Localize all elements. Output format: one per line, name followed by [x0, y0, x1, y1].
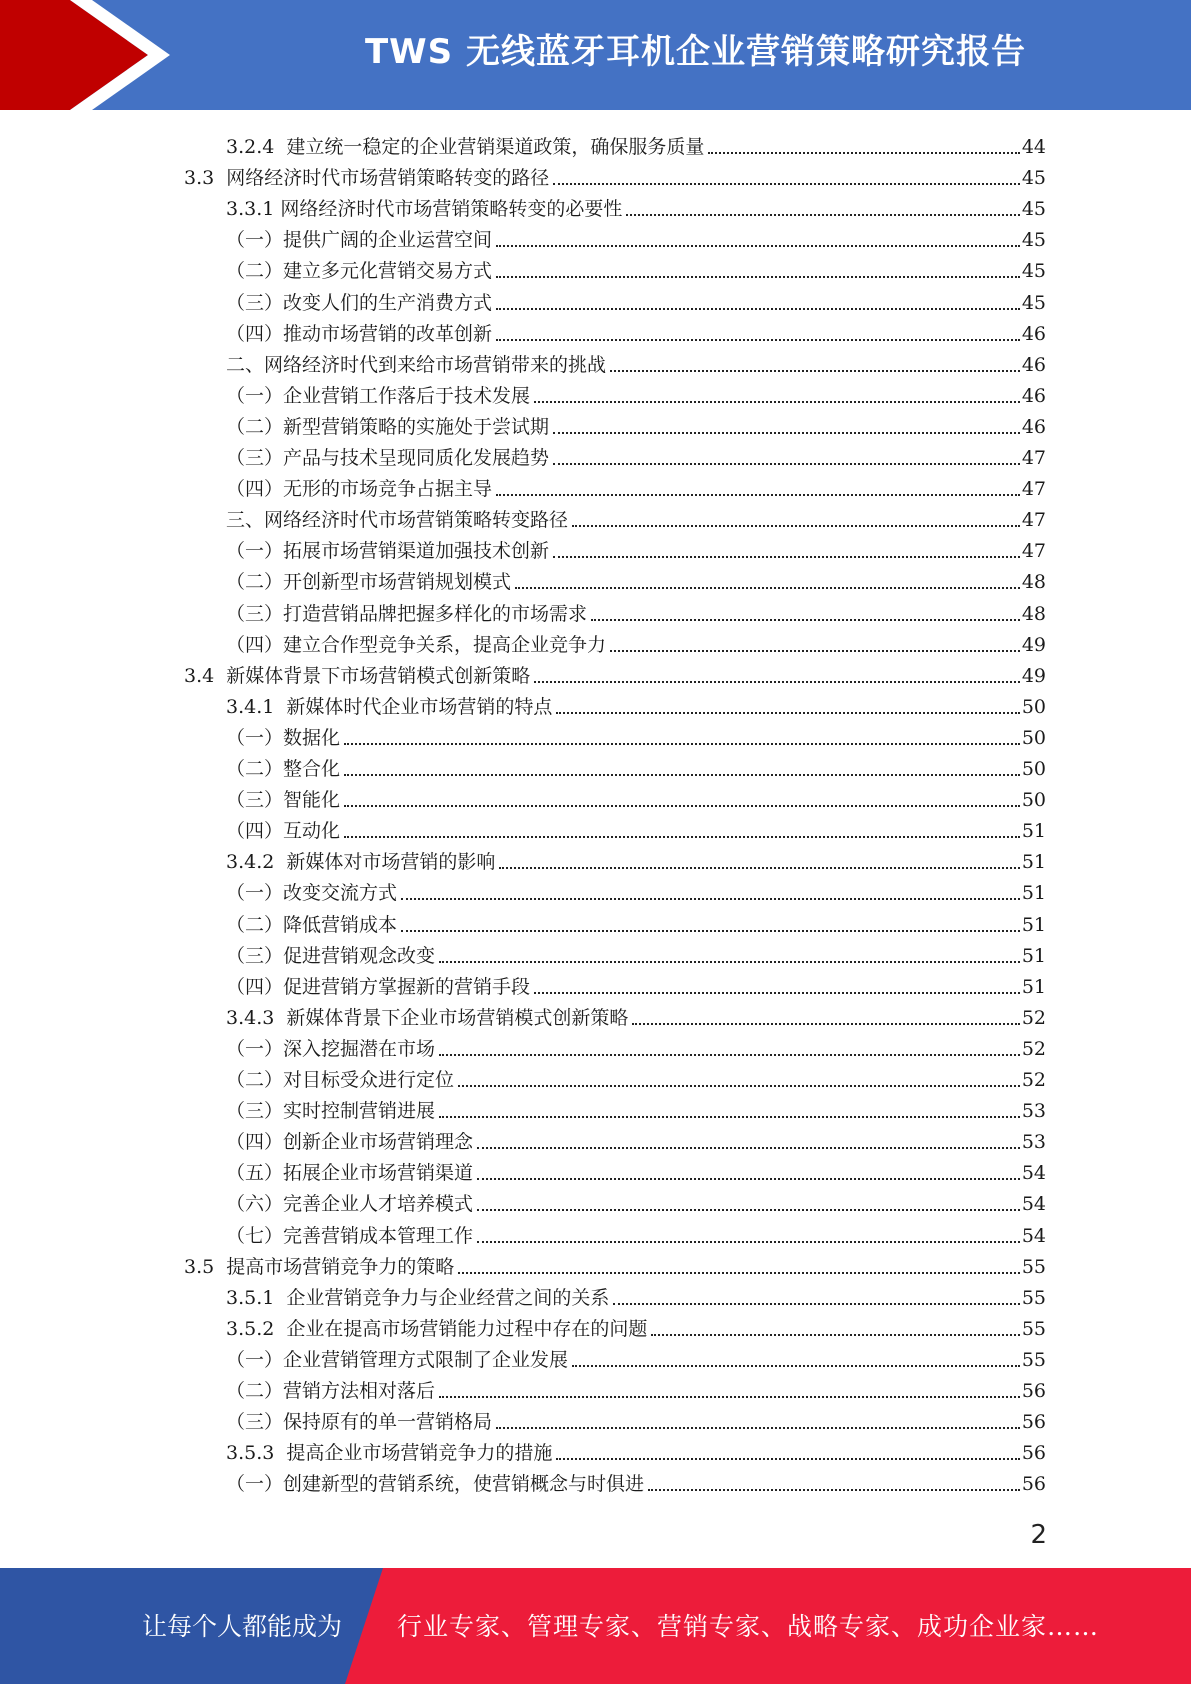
toc-dot-leader: [344, 804, 1020, 807]
toc-entry[interactable]: [226, 1185, 1046, 1216]
toc-entry[interactable]: [226, 750, 1046, 781]
toc-entry-title: 3.4 新媒体背景下市场营销模式创新策略: [184, 664, 531, 687]
toc-entry-page: 46: [1021, 322, 1046, 345]
toc-dot-leader: [344, 773, 1020, 776]
toc-dot-leader: [496, 338, 1020, 341]
toc-dot-leader: [708, 151, 1019, 154]
toc-entry-page: 50: [1021, 695, 1046, 718]
toc-entry-title: （一）深入挖掘潜在市场: [226, 1037, 436, 1060]
toc-dot-leader: [534, 680, 1020, 683]
toc-entry-page: 45: [1021, 291, 1046, 314]
toc-entry[interactable]: [226, 128, 1046, 159]
toc-entry[interactable]: [226, 315, 1046, 346]
toc-dot-leader: [496, 1426, 1020, 1429]
toc-entry-page: 47: [1021, 540, 1046, 563]
toc-dot-leader: [553, 182, 1020, 185]
toc-entry[interactable]: [226, 1092, 1046, 1123]
toc-entry-page: 45: [1021, 167, 1046, 190]
toc-entry-page: 56: [1021, 1473, 1046, 1496]
toc-entry[interactable]: [184, 1248, 1046, 1279]
toc-entry-page: 49: [1021, 633, 1046, 656]
toc-entry[interactable]: [226, 937, 1046, 968]
toc-dot-leader: [610, 649, 1020, 652]
toc-entry[interactable]: [226, 439, 1046, 470]
toc-dot-leader: [477, 1177, 1020, 1180]
toc-entry-page: 55: [1021, 1348, 1046, 1371]
toc-entry-title: 3.5.1 企业营销竞争力与企业经营之间的关系: [226, 1286, 610, 1309]
toc-entry[interactable]: [226, 1403, 1046, 1434]
toc-entry[interactable]: [226, 1061, 1046, 1092]
toc-dot-leader: [401, 929, 1020, 932]
toc-entry-page: 53: [1021, 1131, 1046, 1154]
toc-dot-leader: [439, 1115, 1020, 1118]
footer-slogan-left: 让每个人都能成为: [142, 1612, 343, 1641]
toc-entry[interactable]: [226, 1217, 1046, 1248]
toc-dot-leader: [591, 618, 1020, 621]
toc-dot-leader: [556, 711, 1019, 714]
toc-entry-title: （二）建立多元化营销交易方式: [226, 260, 493, 283]
toc-entry-page: 56: [1021, 1442, 1046, 1465]
toc-entry-page: 47: [1021, 509, 1046, 532]
toc-dot-leader: [477, 1146, 1020, 1149]
toc-dot-leader: [556, 1457, 1019, 1460]
toc-entry-title: 三、网络经济时代市场营销策略转变路径: [226, 509, 569, 532]
toc-entry-title: （二）开创新型市场营销规划模式: [226, 571, 512, 594]
toc-dot-leader: [572, 524, 1020, 527]
toc-dot-leader: [344, 835, 1020, 838]
toc-entry-page: 51: [1021, 820, 1046, 843]
toc-entry-page: 48: [1021, 602, 1046, 625]
toc-entry-title: 3.3 网络经济时代市场营销策略转变的路径: [184, 167, 550, 190]
toc-dot-leader: [626, 213, 1019, 216]
toc-entry-title: 3.4.2 新媒体对市场营销的影响: [226, 851, 496, 874]
toc-entry-page: 52: [1021, 1006, 1046, 1029]
toc-entry-title: （五）拓展企业市场营销渠道: [226, 1162, 474, 1185]
toc-entry-page: 52: [1021, 1069, 1046, 1091]
toc-entry-page: 50: [1021, 789, 1046, 812]
toc-dot-leader: [553, 431, 1020, 434]
toc-entry-title: 3.2.4 建立统一稳定的企业营销渠道政策，确保服务质量: [226, 136, 705, 158]
toc-entry-page: 53: [1021, 1100, 1046, 1123]
toc-entry[interactable]: [226, 906, 1046, 937]
toc-dot-leader: [477, 1240, 1020, 1243]
toc-entry-page: 50: [1021, 726, 1046, 749]
toc-dot-leader: [439, 960, 1020, 963]
toc-dot-leader: [534, 991, 1020, 994]
toc-entry-page: 48: [1021, 571, 1046, 594]
toc-entry[interactable]: [226, 626, 1046, 657]
toc-entry-page: 51: [1021, 975, 1046, 998]
toc-dot-leader: [553, 462, 1020, 465]
toc-entry-title: 3.5.3 提高企业市场营销竞争力的措施: [226, 1442, 553, 1465]
toc-entry-title: 二、网络经济时代到来给市场营销带来的挑战: [226, 353, 607, 376]
toc-dot-leader: [439, 1053, 1020, 1056]
toc-entry-page: 45: [1021, 198, 1046, 221]
toc-entry[interactable]: [226, 1123, 1046, 1154]
toc-dot-leader: [499, 866, 1019, 869]
toc-entry[interactable]: [226, 595, 1046, 626]
toc-entry-title: （三）促进营销观念改变: [226, 944, 436, 967]
toc-entry-title: （三）产品与技术呈现同质化发展趋势: [226, 447, 550, 469]
toc-entry-page: 54: [1021, 1224, 1046, 1247]
toc-dot-leader: [496, 307, 1020, 310]
toc-entry-title: （一）提供广阔的企业运营空间: [226, 229, 493, 252]
toc-dot-leader: [632, 1022, 1019, 1025]
toc-entry[interactable]: [226, 781, 1046, 812]
toc-entry[interactable]: [226, 1279, 1046, 1310]
toc-entry-page: 47: [1021, 478, 1046, 501]
toc-entry-title: 3.5 提高市场营销竞争力的策略: [184, 1255, 455, 1278]
toc-entry[interactable]: [226, 874, 1046, 905]
toc-dot-leader: [648, 1488, 1020, 1491]
page-header: [0, 0, 1191, 110]
toc-entry-page: 55: [1021, 1255, 1046, 1278]
toc-dot-leader: [553, 555, 1020, 558]
toc-dot-leader: [344, 742, 1020, 745]
toc-entry-page: 51: [1021, 944, 1046, 967]
toc-entry-title: （七）完善营销成本管理工作: [226, 1224, 474, 1247]
toc-entry[interactable]: [226, 190, 1046, 221]
toc-entry-page: 54: [1021, 1193, 1046, 1216]
toc-dot-leader: [572, 1364, 1020, 1367]
toc-entry-title: （一）改变交流方式: [226, 882, 398, 905]
toc-entry-page: 46: [1021, 353, 1046, 376]
toc-dot-leader: [477, 1208, 1020, 1211]
toc-entry-title: （二）对目标受众进行定位: [226, 1069, 455, 1091]
toc-dot-leader: [496, 275, 1020, 278]
toc-entry-title: （二）新型营销策略的实施处于尝试期: [226, 415, 550, 438]
toc-entry-title: （一）企业营销工作落后于技术发展: [226, 384, 531, 407]
toc-entry[interactable]: [226, 563, 1046, 594]
toc-entry[interactable]: [226, 284, 1046, 315]
footer-slogan-right: 行业专家、管理专家、营销专家、战略专家、成功企业家……: [397, 1612, 1100, 1641]
toc-entry-title: （三）改变人们的生产消费方式: [226, 291, 493, 314]
toc-entry[interactable]: [226, 221, 1046, 252]
toc-entry-title: （二）降低营销成本: [226, 913, 398, 936]
toc-entry-title: （四）互动化: [226, 820, 341, 843]
toc-entry-page: 50: [1021, 758, 1046, 780]
toc-entry[interactable]: [226, 408, 1046, 439]
toc-entry-title: （三）保持原有的单一营销格局: [226, 1411, 493, 1434]
toc-entry-page: 51: [1021, 882, 1046, 905]
toc-entry-title: （六）完善企业人才培养模式: [226, 1193, 474, 1216]
toc-entry-title: （四）推动市场营销的改革创新: [226, 322, 493, 345]
toc-entry-page: 55: [1021, 1317, 1046, 1340]
toc-entry-page: 46: [1021, 415, 1046, 438]
toc-entry-page: 46: [1021, 384, 1046, 407]
toc-entry-page: 51: [1021, 851, 1046, 874]
toc-dot-leader: [496, 493, 1020, 496]
toc-dot-leader: [401, 897, 1020, 900]
toc-entry-page: 49: [1021, 664, 1046, 687]
toc-entry[interactable]: [226, 377, 1046, 408]
toc-dot-leader: [458, 1084, 1020, 1087]
toc-entry[interactable]: [226, 501, 1046, 532]
toc-entry-title: （一）拓展市场营销渠道加强技术创新: [226, 540, 550, 563]
toc-entry-page: 47: [1021, 447, 1046, 469]
toc-entry[interactable]: [226, 1372, 1046, 1403]
toc-dot-leader: [610, 369, 1020, 372]
toc-entry[interactable]: [226, 1341, 1046, 1372]
toc-entry[interactable]: [226, 346, 1046, 377]
toc-entry-title: （四）建立合作型竞争关系，提高企业竞争力: [226, 633, 607, 656]
toc-entry-page: 56: [1021, 1380, 1046, 1402]
toc-entry[interactable]: [226, 1434, 1046, 1465]
toc-entry[interactable]: [184, 159, 1046, 190]
toc-entry-page: 55: [1021, 1286, 1046, 1309]
toc-dot-leader: [534, 400, 1020, 403]
toc-entry-page: 51: [1021, 913, 1046, 936]
toc-entry[interactable]: [226, 719, 1046, 750]
toc-dot-leader: [496, 244, 1020, 247]
toc-entry[interactable]: [226, 252, 1046, 283]
toc-entry[interactable]: [226, 968, 1046, 999]
toc-entry-title: （四）创新企业市场营销理念: [226, 1131, 474, 1154]
report-title: TWS 无线蓝牙耳机企业营销策略研究报告: [364, 32, 1027, 72]
toc-entry[interactable]: [226, 812, 1046, 843]
toc-entry-page: 54: [1021, 1162, 1046, 1185]
toc-entry-title: （三）智能化: [226, 789, 341, 812]
toc-dot-leader: [515, 586, 1020, 589]
toc-entry[interactable]: [226, 999, 1046, 1030]
toc-entry-title: （一）数据化: [226, 726, 341, 749]
toc-entry-title: 3.4.3 新媒体背景下企业市场营销模式创新策略: [226, 1006, 629, 1029]
toc-entry-title: 3.4.1 新媒体时代企业市场营销的特点: [226, 695, 553, 718]
toc-entry-title: （二）营销方法相对落后: [226, 1380, 436, 1402]
toc-entry[interactable]: [226, 470, 1046, 501]
toc-entry[interactable]: [226, 1310, 1046, 1341]
toc-entry[interactable]: [184, 657, 1046, 688]
toc-entry-title: （三）打造营销品牌把握多样化的市场需求: [226, 602, 588, 625]
toc-entry[interactable]: [226, 688, 1046, 719]
toc-dot-leader: [613, 1302, 1019, 1305]
toc-entry[interactable]: [226, 1465, 1046, 1496]
toc-entry[interactable]: [226, 1030, 1046, 1061]
toc-entry[interactable]: [226, 1154, 1046, 1185]
toc-entry-page: 56: [1021, 1411, 1046, 1434]
toc-entry-title: 3.3.1 网络经济时代市场营销策略转变的必要性: [226, 198, 623, 221]
toc-entry-title: （二）整合化: [226, 758, 341, 780]
toc-dot-leader: [458, 1271, 1020, 1274]
toc-entry-title: （三）实时控制营销进展: [226, 1100, 436, 1123]
page-footer: [0, 1568, 1191, 1684]
toc-dot-leader: [651, 1333, 1019, 1336]
toc-entry-title: （四）促进营销方掌握新的营销手段: [226, 975, 531, 998]
toc-entry[interactable]: [226, 843, 1046, 874]
toc-dot-leader: [439, 1395, 1020, 1398]
toc-entry-title: （四）无形的市场竞争占据主导: [226, 478, 493, 501]
toc-entry-page: 52: [1021, 1037, 1046, 1060]
toc-entry-title: （一）创建新型的营销系统，使营销概念与时俱进: [226, 1473, 645, 1496]
toc-entry-page: 45: [1021, 260, 1046, 283]
toc-entry[interactable]: [226, 532, 1046, 563]
toc-entry-page: 44: [1021, 136, 1046, 158]
page-number: 2: [1030, 1520, 1047, 1550]
toc-entry-title: 3.5.2 企业在提高市场营销能力过程中存在的问题: [226, 1317, 648, 1340]
toc-entry-page: 45: [1021, 229, 1046, 252]
toc-entry-title: （一）企业营销管理方式限制了企业发展: [226, 1348, 569, 1371]
